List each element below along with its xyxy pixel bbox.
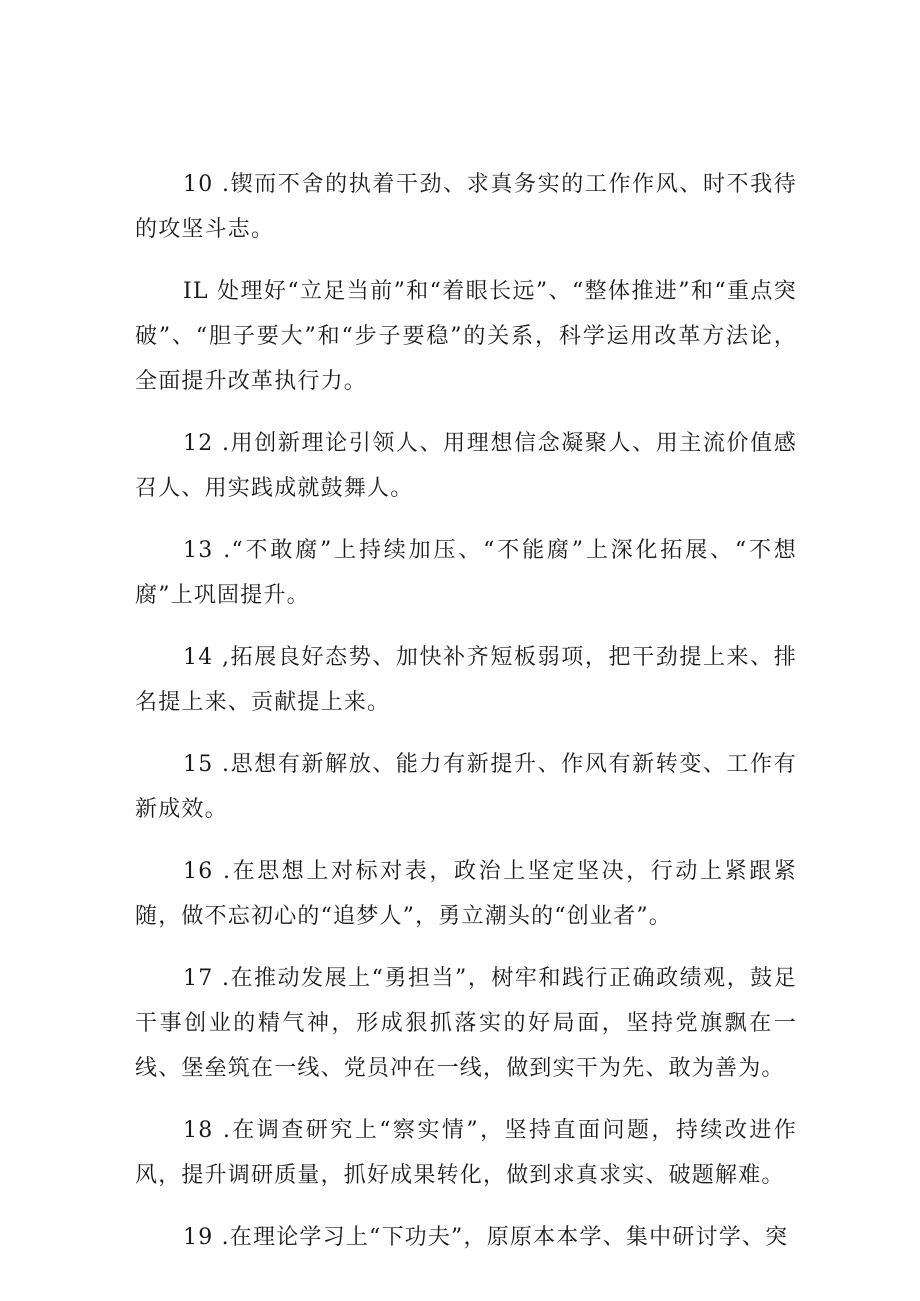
paragraph-10 — [135, 162, 797, 252]
paragraph-text: 处理好“立足当前”和“着眼长远”、“整体推进”和“重点突破”、“胆子要大”和“步子要稳”的关系，科学运用改革方法论，全面提升改革执行力。 — [135, 279, 797, 394]
paragraph-number: 12 — [183, 431, 214, 456]
paragraph-16 — [135, 849, 797, 939]
paragraph-text: .在调查研究上“察实情”，坚持直面问题，持续改进作风，提升调研质量，抓好成果转化，做到求真求实、破题解难。 — [135, 1118, 797, 1188]
paragraph-15 — [135, 742, 797, 832]
paragraph-number: 19 — [183, 1225, 214, 1250]
paragraph-text: .在思想上对标对表，政治上坚定坚决，行动上紧跟紧随，做不忘初心的“追梦人”，勇立潮头的“创业者”。 — [135, 859, 797, 929]
document-body — [135, 162, 797, 1277]
paragraph-text: .“不敢腐”上持续加压、“不能腐”上深化拓展、“不想腐”上巩固提升。 — [135, 538, 797, 608]
paragraph-number: 10 — [183, 172, 214, 197]
paragraph-14 — [135, 635, 797, 725]
paragraph-number: 17 — [183, 966, 214, 991]
paragraph-text: .思想有新解放、能力有新提升、作风有新转变、工作有新成效。 — [135, 752, 797, 822]
paragraph-number: 18 — [183, 1118, 214, 1143]
paragraph-19 — [135, 1215, 797, 1260]
paragraph-12 — [135, 421, 797, 511]
paragraph-number: 16 — [183, 859, 214, 884]
paragraph-text: .锲而不舍的执着干劲、求真务实的工作作风、时不我待的攻坚斗志。 — [135, 172, 797, 242]
paragraph-text: .用创新理论引领人、用理想信念凝聚人、用主流价值感召人、用实践成就鼓舞人。 — [135, 431, 797, 501]
paragraph-text: ,拓展良好态势、加快补齐短板弱项，把干劲提上来、排名提上来、贡献提上来。 — [135, 645, 797, 715]
paragraph-number: 13 — [183, 538, 214, 563]
paragraph-number: 14 — [183, 645, 214, 670]
paragraph-18 — [135, 1108, 797, 1198]
paragraph-13 — [135, 528, 797, 618]
paragraph-text: .在推动发展上“勇担当”，树牢和践行正确政绩观，鼓足干事创业的精气神，形成狠抓落实的好局面，坚持党旗飘在一线、堡垒筑在一线、党员冲在一线，做到实干为先、敢为善为。 — [135, 966, 797, 1081]
paragraph-number: 15 — [183, 752, 214, 777]
paragraph-11 — [135, 269, 797, 404]
paragraph-17 — [135, 956, 797, 1091]
paragraph-number: IL — [183, 279, 209, 304]
paragraph-text: .在理论学习上“下功夫”，原原本本学、集中研讨学、突 — [221, 1225, 789, 1250]
